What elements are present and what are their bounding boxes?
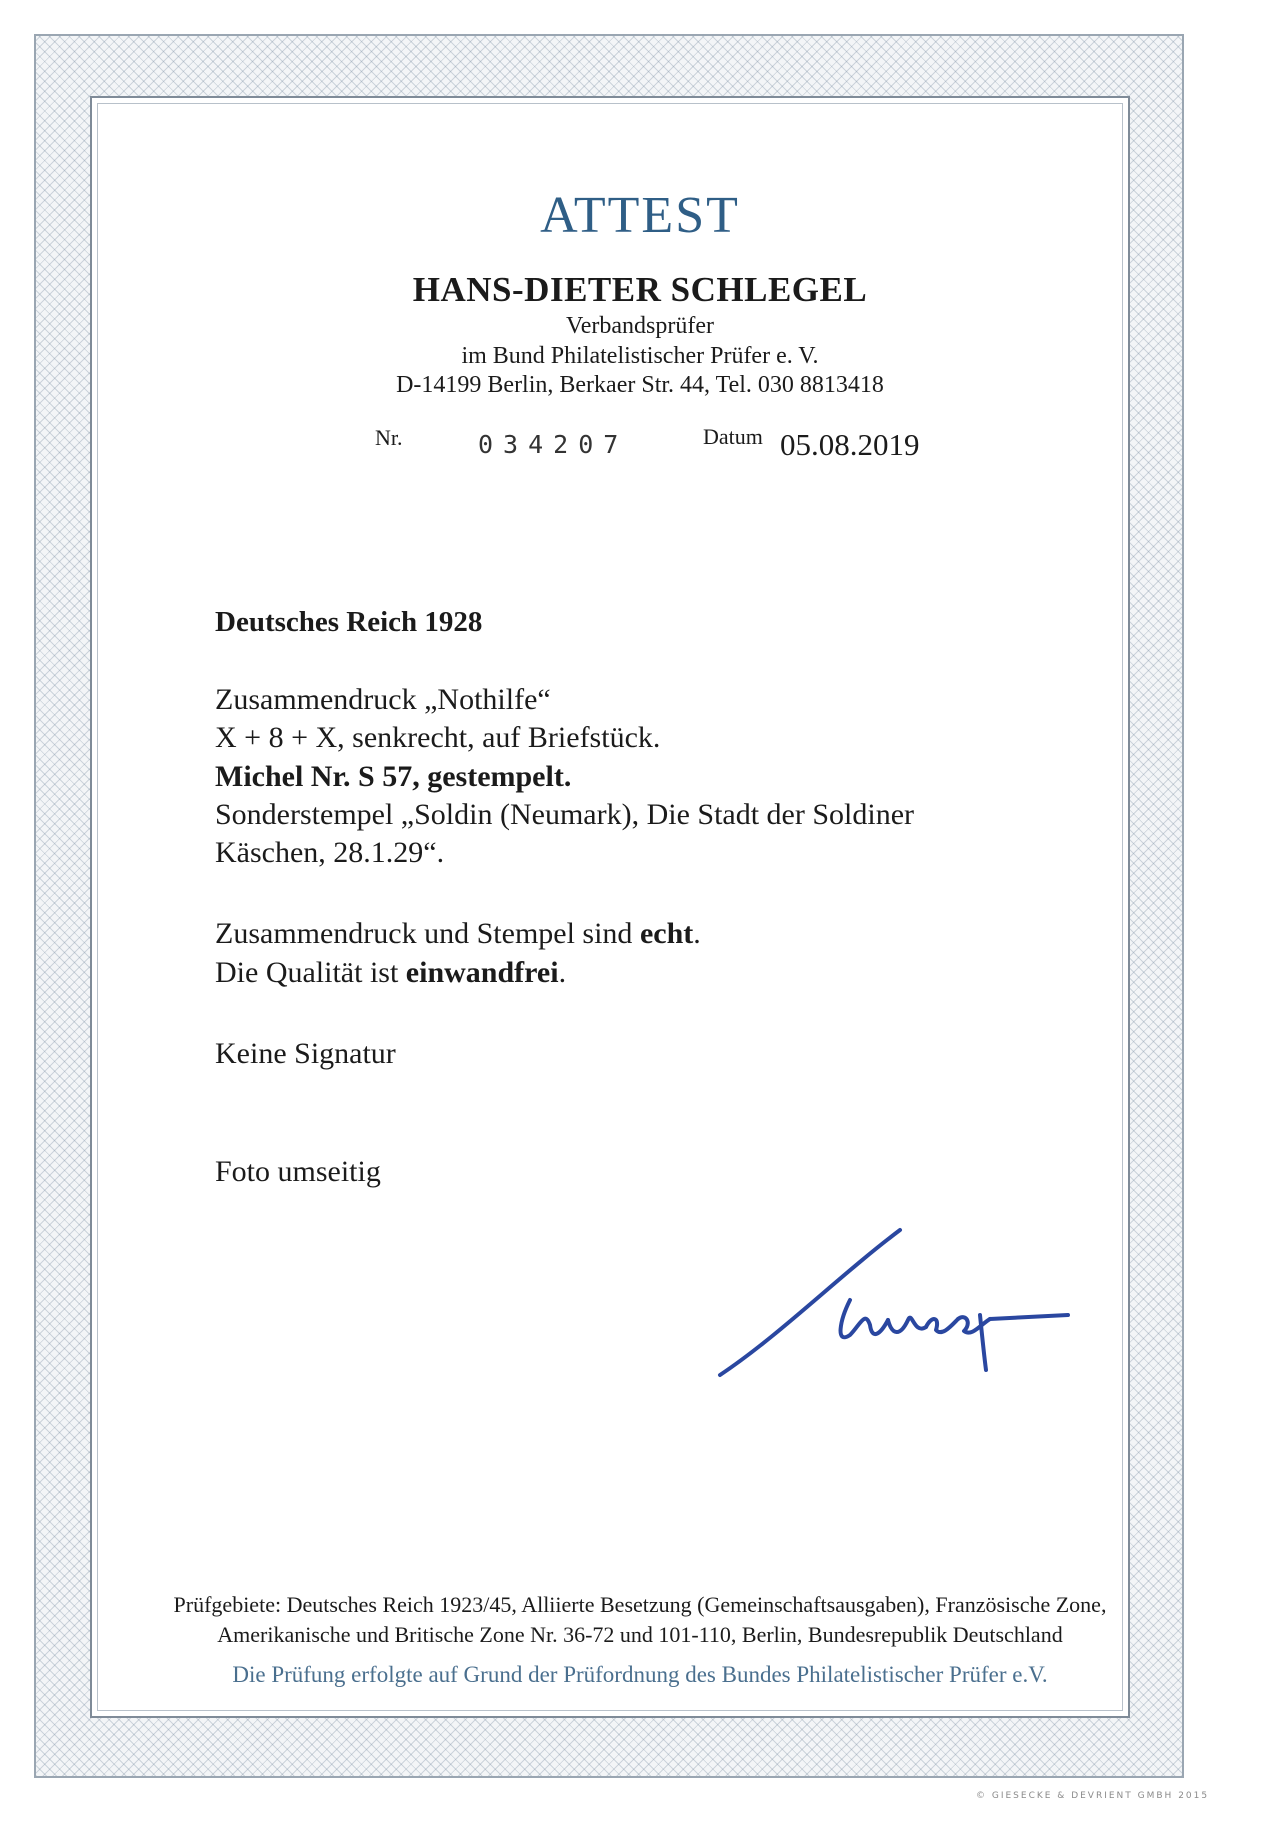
address: D-14199 Berlin, Berkaer Str. 44, Tel. 030 8813418 <box>396 372 884 398</box>
association: im Bund Philatelistischer Prüfer e. V. <box>461 343 819 369</box>
footer-scope-line-2: Amerikanische und Britische Zone Nr. 36-72 und 101-110, Berlin, Bundesrepublik Deutschland <box>217 1622 1063 1647</box>
signature-note: Keine Signatur <box>215 1037 396 1070</box>
examiner-role: Verbandsprüfer <box>566 313 714 339</box>
certificate-frame <box>90 96 1130 1718</box>
certificate-number: 034207 <box>478 430 629 459</box>
verdict-quality-value: einwandfrei <box>405 956 559 989</box>
michel-number: Michel Nr. S 57, gestempelt. <box>215 760 572 793</box>
footer-scope-line-1: Prüfgebiete: Deutsches Reich 1923/45, Alliierte Besetzung (Gemeinschaftsausgaben), Französische Zone, <box>173 1592 1107 1617</box>
verdict-genuine-value: echt <box>639 917 694 950</box>
verdict-genuine: Zusammendruck und Stempel sind echt. <box>215 917 701 950</box>
description-line-2: X + 8 + X, senkrecht, auf Briefstück. <box>215 721 661 754</box>
printer-copyright: © GIESECKE & DEVRIENT GMBH 2015 <box>976 1791 1210 1801</box>
stamp-heading: Deutsches Reich 1928 <box>215 606 483 638</box>
description-line-1: Zusammendruck „Nothilfe“ <box>215 683 551 716</box>
photo-note: Foto umseitig <box>215 1155 381 1188</box>
verdict-quality: Die Qualität ist einwandfrei. <box>215 956 567 989</box>
footer-regulation-note: Die Prüfung erfolgte auf Grund der Prüfordnung des Bundes Philatelistischer Prüfer e.V. <box>232 1662 1048 1687</box>
nr-label: Nr. <box>375 425 403 450</box>
description-line-5: Käschen, 28.1.29“. <box>215 836 445 869</box>
examiner-name: HANS-DIETER SCHLEGEL <box>412 270 868 309</box>
handwritten-signature <box>700 1215 1100 1415</box>
description-line-4: Sonderstempel „Soldin (Neumark), Die Stadt der Soldiner <box>215 798 915 831</box>
document-title: ATTEST <box>540 187 740 244</box>
datum-label: Datum <box>703 424 763 449</box>
certificate-date: 05.08.2019 <box>780 427 920 462</box>
